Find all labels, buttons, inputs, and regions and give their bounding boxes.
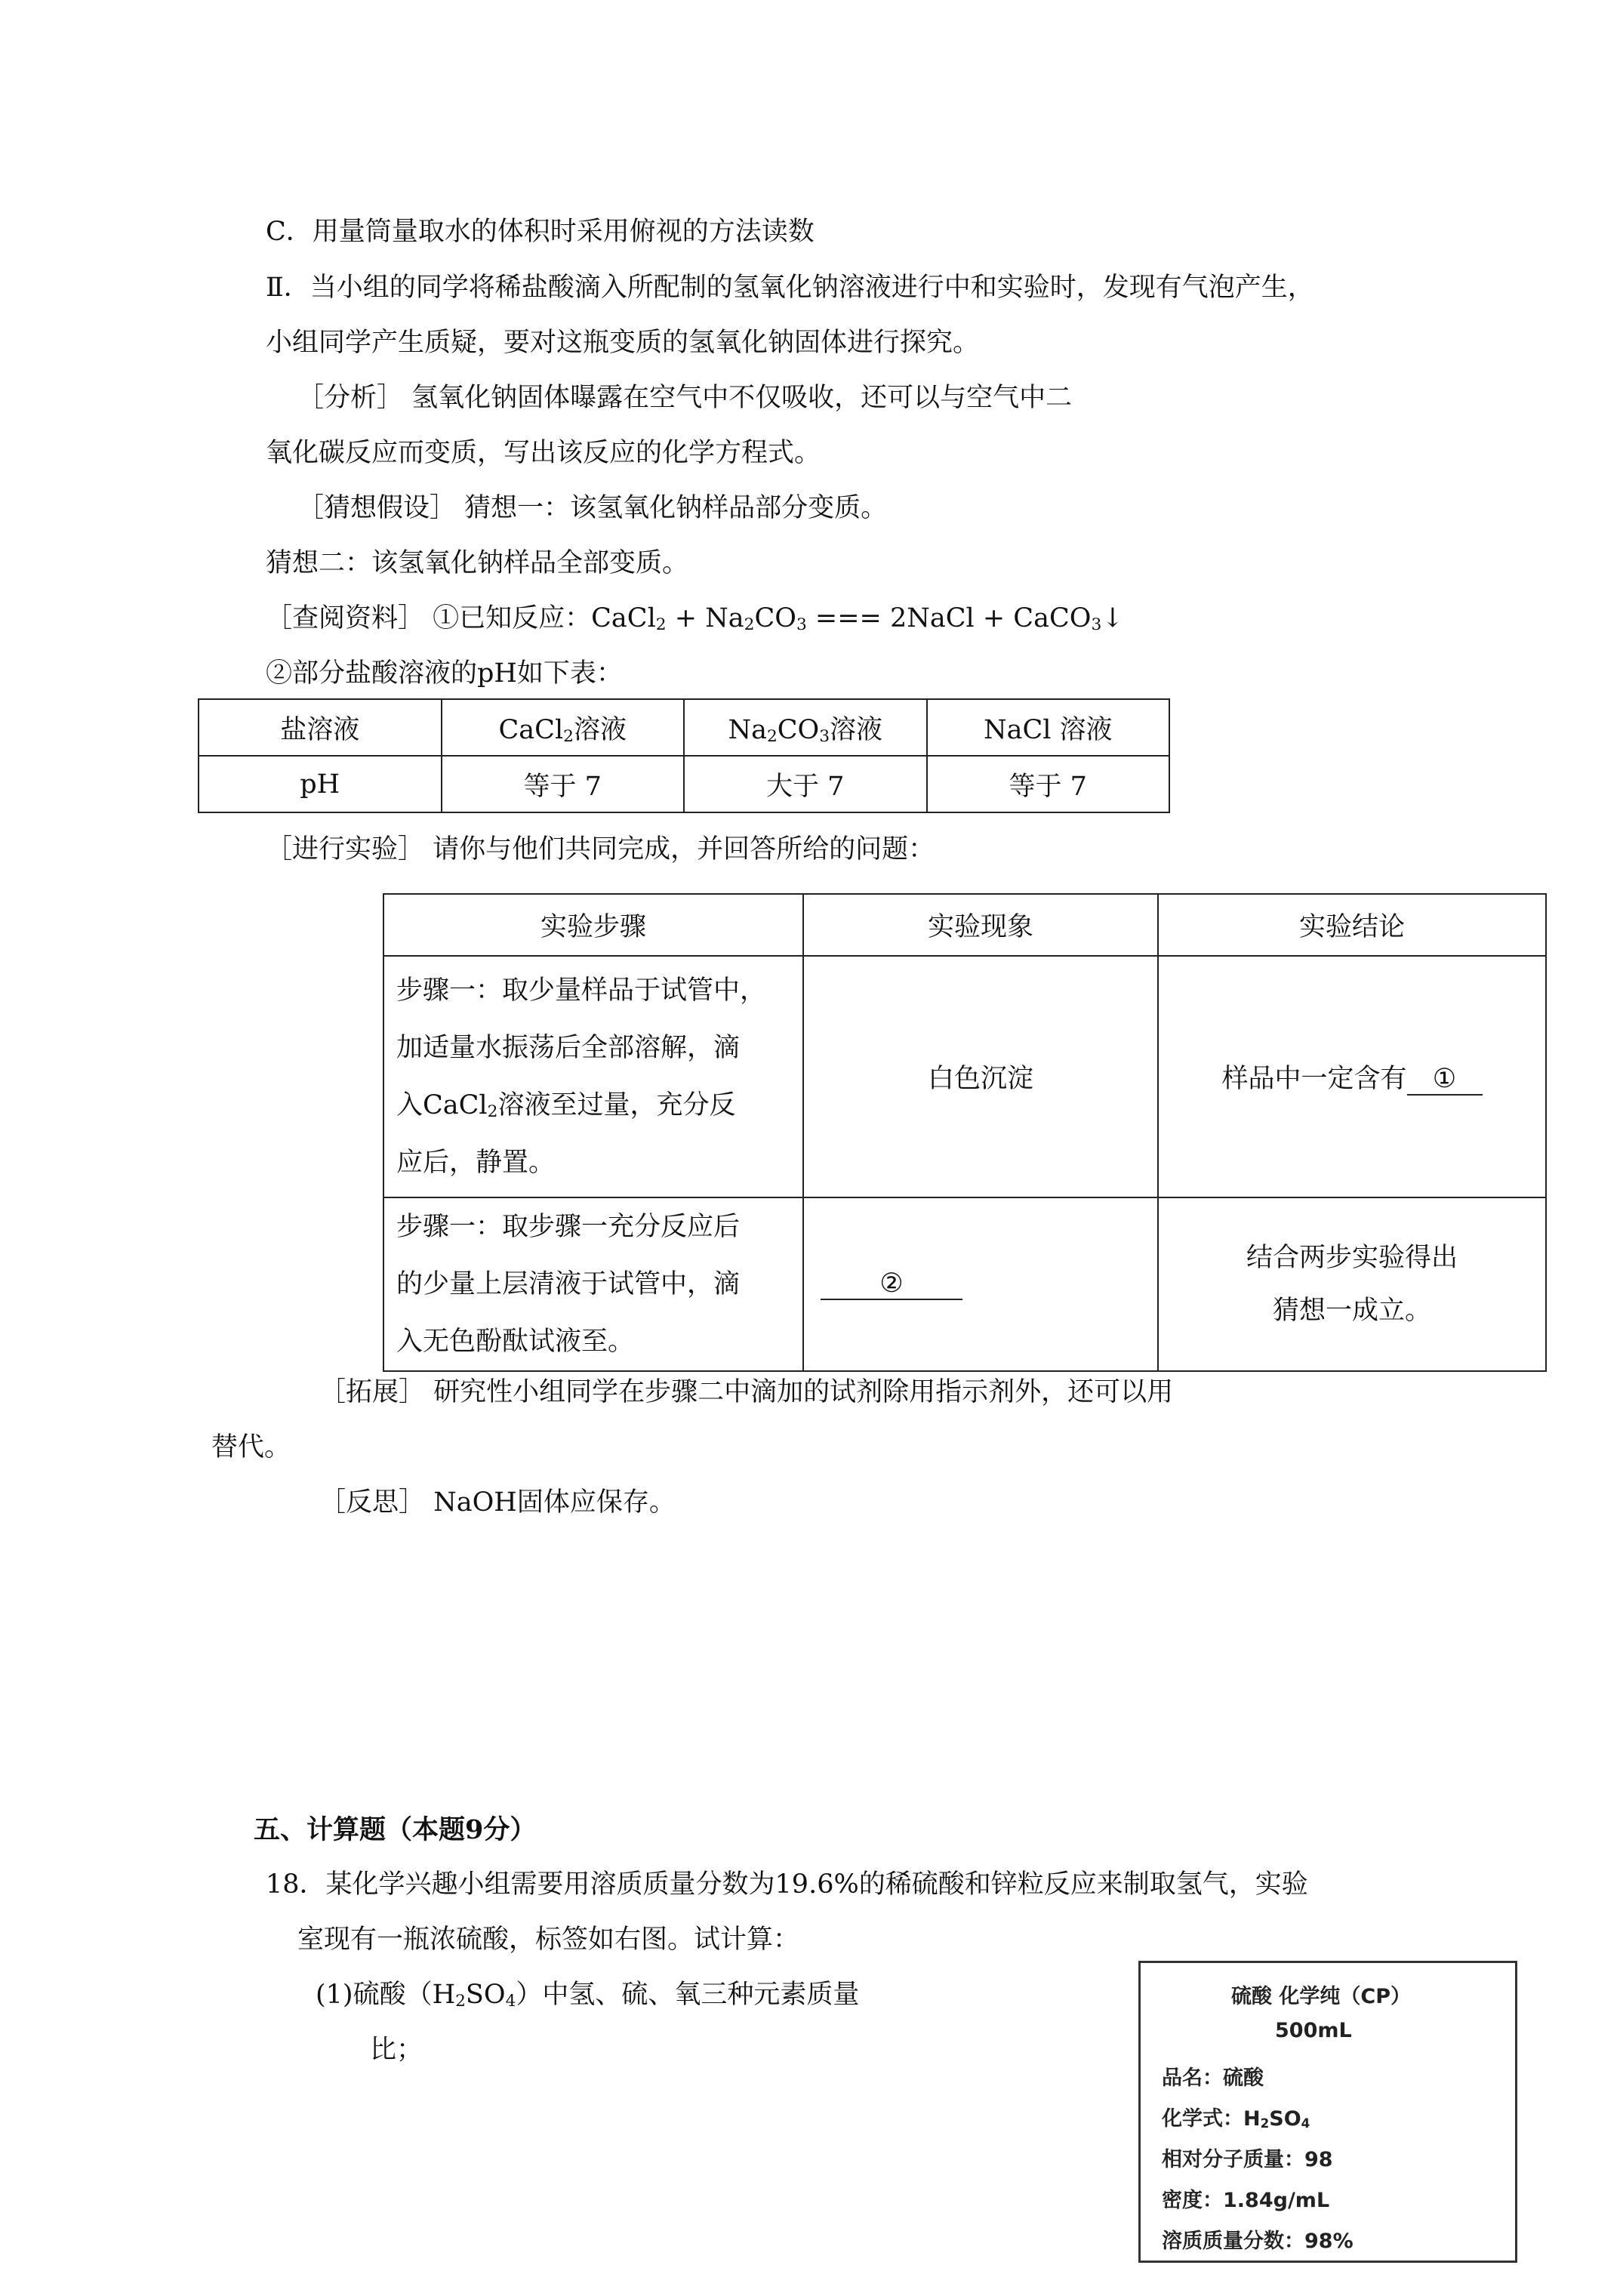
step-1-conclusion: 样品中一定含有 ① xyxy=(1158,956,1546,1197)
ph-table-header-nacl: NaCl 溶液 xyxy=(927,699,1170,756)
option-c-line: C．用量筒量取水的体积时采用俯视的方法读数 xyxy=(266,217,815,247)
label-molar-mass: 相对分子质量：98 xyxy=(1162,2148,1333,2171)
experiment-row-1 xyxy=(383,956,1546,1197)
label-volume: 500mL xyxy=(1275,2019,1352,2042)
reflection-line: ［反思］ NaOH固体应保存。 xyxy=(319,1487,676,1518)
question-18-line-1: 18．某化学兴趣小组需要用溶质质量分数为19.6%的稀硫酸和锌粒反应来制取氢气，实验 xyxy=(266,1869,1308,1900)
question-18-line-2: 室现有一瓶浓硫酸，标签如右图。试计算： xyxy=(297,1925,800,1955)
label-title: 硫酸 化学纯（CP） xyxy=(1231,1985,1412,2008)
ph-table-cell: 等于 7 xyxy=(442,756,685,812)
section-5-title: 五、计算题（本题9分） xyxy=(254,1814,537,1845)
extension-line-2: 替代。 xyxy=(211,1432,291,1462)
question-18-sub-1-cont: 比； xyxy=(370,2035,423,2065)
ph-table-cell: 等于 7 xyxy=(927,756,1170,812)
reference-prefix: ［查阅资料］ ①已知反应： xyxy=(266,603,592,633)
analysis-line-2: 氧化碳反应而变质，写出该反应的化学方程式。 xyxy=(266,438,821,468)
extension-line-1: ［拓展］ 研究性小组同学在步骤二中滴加的试剂除用指示剂外，还可以用 xyxy=(319,1377,1174,1407)
step-2-cell: 步骤一：取步骤一充分反应后 的少量上层清液于试管中，滴 入无色酚酞试液至。 xyxy=(383,1197,803,1371)
ph-table xyxy=(198,698,1170,813)
reaction-equation: CaCl$_2$ + $Na_2CO_3$ === 2NaCl + CaCO$_3$↓ xyxy=(591,603,1124,634)
question-18-sub-1: (1)硫酸$(H_2SO_4)$中氢、硫、氧三种元素质量 xyxy=(316,1980,860,2011)
ph-table-header-na2co3: $Na_2CO_3$溶液 xyxy=(684,699,927,756)
precipitate-arrow: ↓ xyxy=(1101,603,1124,633)
ph-table-value-row xyxy=(199,756,1169,812)
step-1-phenomenon: 白色沉淀 xyxy=(803,956,1158,1197)
header-phenomenon: 实验现象 xyxy=(803,894,1158,956)
experiment-table xyxy=(383,893,1547,1372)
experiment-row-2 xyxy=(383,1197,1546,1371)
step-2-conclusion: 结合两步实验得出 猜想一成立。 xyxy=(1158,1197,1546,1371)
header-conclusion: 实验结论 xyxy=(1158,894,1546,956)
hypothesis-line-2: 猜想二：该氢氧化钠样品全部变质。 xyxy=(266,548,689,578)
reference-line xyxy=(266,603,1124,634)
step-1-cell: 步骤一：取少量样品于试管中， 加适量水振荡后全部溶解，滴 入CaCl$_2$溶液至过量，充分反 应后，静置。 xyxy=(383,956,803,1197)
sulfuric-acid-label xyxy=(1138,1961,1517,2263)
ph-table-cell: pH xyxy=(199,756,442,812)
answer-blank-1[interactable]: ① xyxy=(1407,1064,1483,1096)
ph-table-header-cacl2: CaCl$_2$溶液 xyxy=(442,699,685,756)
label-formula: 化学式：$H_2SO_4$ xyxy=(1162,2107,1310,2131)
experiment-intro: ［进行实验］ 请你与他们共同完成，并回答所给的问题： xyxy=(266,834,935,864)
header-steps: 实验步骤 xyxy=(383,894,803,956)
experiment-table-header-row xyxy=(383,894,1546,956)
ph-table-intro: ②部分盐酸溶液的pH如下表： xyxy=(266,658,623,689)
ph-table-header-salt: 盐溶液 xyxy=(199,699,442,756)
analysis-line-1: ［分析］ 氢氧化钠固体曝露在空气中不仅吸收，还可以与空气中二 xyxy=(297,383,1073,413)
part-ii-line-1: Ⅱ．当小组的同学将稀盐酸滴入所配制的氢氧化钠溶液进行中和实验时，发现有气泡产生， xyxy=(266,273,1314,303)
hypothesis-line-1: ［猜想假设］ 猜想一：该氢氧化钠样品部分变质。 xyxy=(297,493,888,523)
ph-table-header-row xyxy=(199,699,1169,756)
part-ii-line-2: 小组同学产生质疑，要对这瓶变质的氢氧化钠固体进行探究。 xyxy=(266,328,980,358)
answer-blank-2[interactable]: ② xyxy=(821,1268,962,1300)
label-name: 品名：硫酸 xyxy=(1162,2066,1264,2090)
step-2-phenomenon xyxy=(803,1197,1158,1371)
label-density: 密度：1.84g/mL xyxy=(1162,2189,1330,2212)
label-mass-fraction: 溶质质量分数：98% xyxy=(1162,2230,1354,2253)
ph-table-cell: 大于 7 xyxy=(684,756,927,812)
